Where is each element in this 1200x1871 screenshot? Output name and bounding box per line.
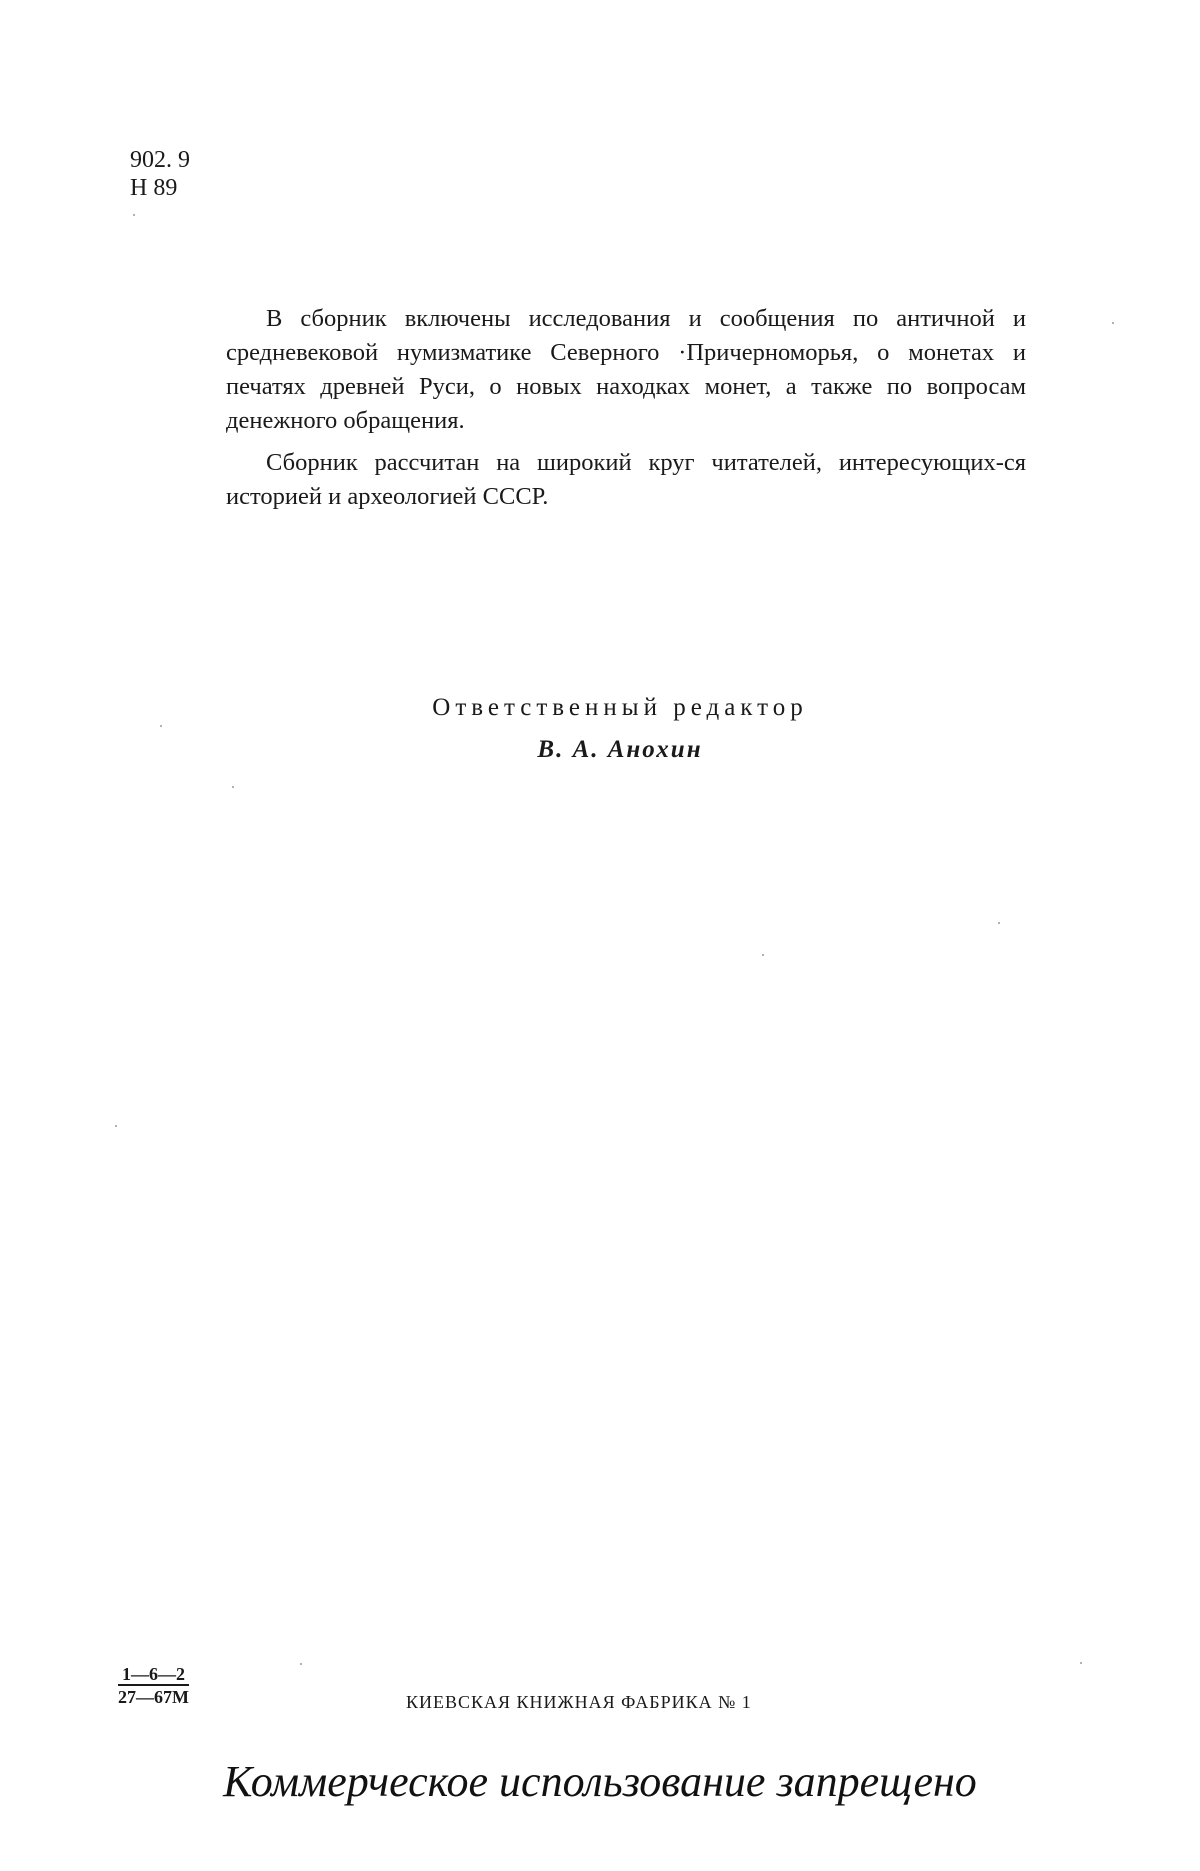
scan-speck — [115, 1125, 117, 1127]
annotation — [226, 302, 1026, 522]
imprint-code-top: 1—6—2 — [122, 1664, 185, 1684]
imprint-code-bottom: 27—67М — [118, 1684, 189, 1707]
imprint-code — [118, 1664, 189, 1707]
scan-speck — [762, 954, 764, 956]
scan-speck — [998, 922, 1000, 924]
annotation-paragraph: Сборник рассчитан на широкий круг читателей, интересующих-ся историей и археологией СССР. — [226, 449, 1026, 510]
author-mark: Н 89 — [130, 175, 178, 201]
printer-name: КИЕВСКАЯ КНИЖНАЯ ФАБРИКА № 1 — [406, 1692, 752, 1712]
editor-name: В. А. Анохин — [537, 736, 703, 763]
scan-speck — [1112, 322, 1114, 324]
scan-speck — [300, 1663, 302, 1665]
scan-speck — [133, 214, 135, 216]
scan-speck — [1080, 1662, 1082, 1664]
scan-speck — [160, 725, 162, 727]
classification-code: 902. 9 — [130, 147, 190, 173]
editor-role: Ответственный редактор — [432, 694, 808, 721]
annotation-paragraph: В сборник включены исследования и сообщения по античной и средневековой нумизматике Северного ·Причерноморья, о монетах и печатях древней Руси, о новых находках монет, а также по вопросам денежного обращения. — [226, 305, 1026, 434]
library-classification — [130, 146, 190, 202]
scan-speck — [232, 786, 234, 788]
watermark-text: Коммерческое использование запрещено — [223, 1757, 977, 1806]
